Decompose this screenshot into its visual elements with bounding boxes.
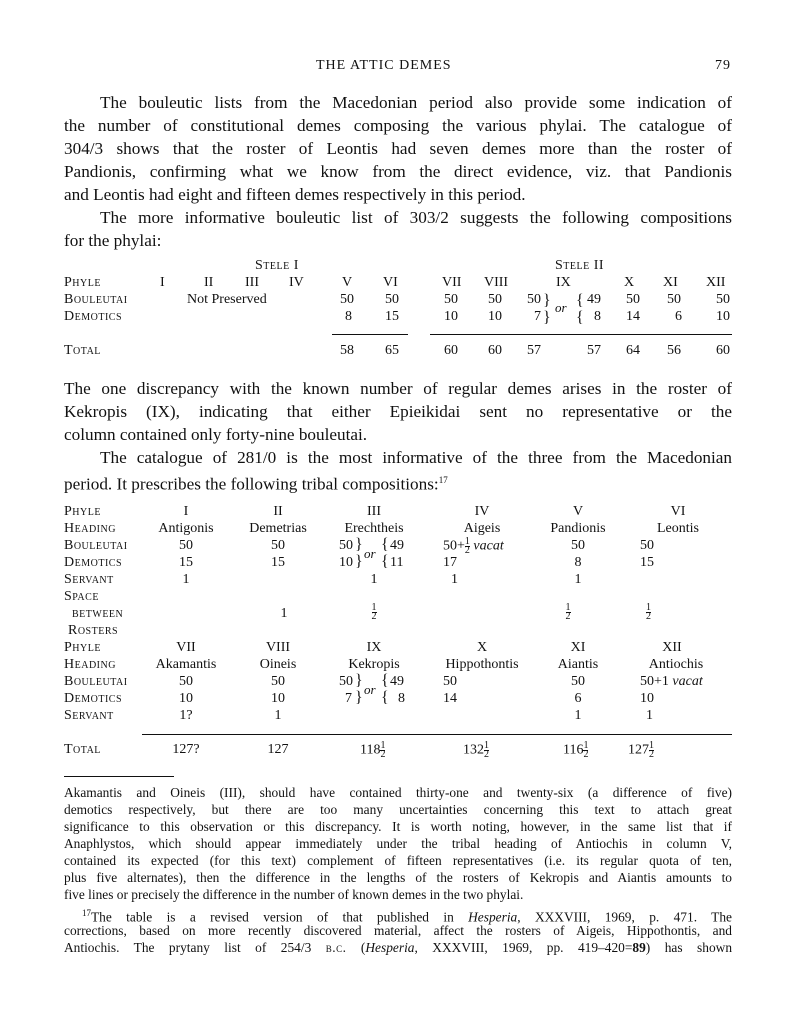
t2-label-bouleutai-2: Bouleutai xyxy=(64,674,128,689)
t2-label-total: Total xyxy=(64,742,101,757)
t1-d-VI: 15 xyxy=(385,309,399,324)
t2-d-I: 15 xyxy=(179,555,193,570)
text-span: The table is a revised version of that published in xyxy=(91,909,469,925)
t2-d-III-b: 11 xyxy=(390,555,404,570)
half-fraction xyxy=(380,742,385,759)
footnote-number: 17 xyxy=(82,908,91,918)
t2-phyle-VIII: VIII xyxy=(265,640,291,655)
half-fraction xyxy=(484,742,489,759)
text-line-body: period. It prescribes the following tribal compositions: xyxy=(64,474,439,494)
t2-phyle-II: II xyxy=(273,504,283,519)
t2-total-IV-value: 132 xyxy=(463,742,484,758)
t1-t-XI: 56 xyxy=(667,343,681,358)
brace-right-icon: } xyxy=(355,553,363,570)
t2-heading-aigeis: Aigeis xyxy=(463,521,501,536)
t2-space-V xyxy=(530,604,606,621)
t2-heading-antiochis: Antiochis xyxy=(648,657,704,672)
t2-label-servant: Servant xyxy=(64,572,114,587)
text-line: five lines or precisely the difference in the number of known demes in the two phylai. xyxy=(64,887,524,902)
journal-title: Hesperia xyxy=(365,940,415,955)
t2-heading-pandionis: Pandionis xyxy=(550,521,606,536)
t2-heading-demetrias: Demetrias xyxy=(249,521,307,536)
t2-phyle-III: III xyxy=(367,504,381,519)
t2-phyle-XII: XII xyxy=(662,640,682,655)
paragraph-2-cont xyxy=(64,229,732,252)
footnote-ref-17: 17 xyxy=(438,475,448,485)
text-line: plus five alternates), then the difference in the lengths of the rosters of Kekropis and Aiantis amounts to xyxy=(64,870,732,885)
t2-d-IV: 17 xyxy=(443,555,457,570)
t1-label-phyle: Phyle xyxy=(64,275,101,290)
half-fraction xyxy=(583,742,588,759)
t2-space-II: 1 xyxy=(280,606,288,621)
text-line: The more informative bouleutic list of 303/2 suggests the following compositions xyxy=(100,208,732,227)
t1-or: or xyxy=(555,300,567,315)
frac-den: 2 xyxy=(565,611,571,622)
t1-b-IX-a: 50 xyxy=(527,292,541,307)
brace-right-icon: } xyxy=(355,672,363,689)
t2-phyle-I: I xyxy=(183,504,189,519)
t2-b-III-a: 50 xyxy=(339,538,353,553)
frac-num: 1 xyxy=(565,602,571,613)
t2-b-VIII: 50 xyxy=(271,674,285,689)
t1-col-X: X xyxy=(624,275,635,290)
t2-heading-hippothontis: Hippothontis xyxy=(445,657,519,672)
t2-label-heading-2: Heading xyxy=(64,657,116,672)
t2-d-XI: 6 xyxy=(574,691,582,706)
t2-b-II: 50 xyxy=(271,538,285,553)
t1-rule-stele2 xyxy=(430,334,732,335)
t2-s-VII: 1? xyxy=(179,708,193,723)
t2-b-IV xyxy=(443,538,504,555)
t2-label-phyle: Phyle xyxy=(64,504,101,519)
t2-d-V: 8 xyxy=(574,555,582,570)
t2-heading-akamantis: Akamantis xyxy=(155,657,217,672)
text-line xyxy=(64,905,732,925)
t2-b-VII: 50 xyxy=(179,674,193,689)
text-line: Anaphlystos, which should appear immediately under the tribal heading of Antiochis in column V, xyxy=(64,836,732,851)
frac-num: 1 xyxy=(646,602,651,613)
t2-s-I: 1 xyxy=(182,572,190,587)
frac-num: 1 xyxy=(583,740,589,751)
t2-space-VI xyxy=(646,604,651,621)
t1-d-V: 8 xyxy=(345,309,352,324)
text-line: corrections, based on more recently discovered material, affect the rosters of Aigeis, Hippothontis, and xyxy=(64,923,732,938)
t1-t-XII: 60 xyxy=(716,343,730,358)
half-fraction xyxy=(372,604,377,621)
frac-num: 1 xyxy=(371,602,377,613)
frac-den: 2 xyxy=(646,611,651,622)
t1-t-VIII: 60 xyxy=(488,343,502,358)
t1-d-VII: 10 xyxy=(444,309,458,324)
t2-b-XII-value: 50+1 xyxy=(640,674,669,689)
t2-total-III-value: 118 xyxy=(360,742,381,758)
t1-t-VI: 65 xyxy=(385,343,399,358)
t2-d-VI: 15 xyxy=(640,555,654,570)
brace-left-icon: { xyxy=(381,689,389,706)
t2-label-space: Space xyxy=(64,589,99,604)
t2-total-III xyxy=(360,742,385,759)
text-span: ( xyxy=(346,940,366,955)
t2-b-IV-value: 50+ xyxy=(443,538,465,554)
running-header-title: THE ATTIC DEMES xyxy=(316,58,452,73)
t2-b-VI: 50 xyxy=(640,538,654,553)
t2-heading-aiantis: Aiantis xyxy=(557,657,599,672)
t2-d-X: 14 xyxy=(443,691,457,706)
t2-s-V: 1 xyxy=(574,572,582,587)
t1-b-X: 50 xyxy=(626,292,640,307)
text-line xyxy=(64,939,732,956)
frac-den: 2 xyxy=(583,749,589,760)
t2-b-I: 50 xyxy=(179,538,193,553)
text-line: and Leontis had eight and fifteen demes respectively in this period. xyxy=(64,185,526,204)
t2-b-III-b: 49 xyxy=(390,538,404,553)
text-line: Kekropis (IX), indicating that either Epieikidai sent no representative or the xyxy=(64,402,732,421)
t1-col-III: III xyxy=(245,275,259,290)
t1-t-IX-a: 57 xyxy=(527,343,541,358)
t1-label-demotics: Demotics xyxy=(64,309,123,324)
stele-1-heading: Stele I xyxy=(255,258,299,273)
paragraph-1-cont xyxy=(64,114,732,206)
text-span: b.c. xyxy=(325,940,347,955)
t2-label-demotics: Demotics xyxy=(64,555,123,570)
frac-num: 1 xyxy=(464,536,470,547)
t2-label-between: between xyxy=(72,606,124,621)
t2-total-IV xyxy=(463,742,489,759)
frac-num: 1 xyxy=(380,740,386,751)
frac-den: 2 xyxy=(649,749,654,760)
footnote-17 xyxy=(64,905,732,956)
t1-rule-stele1 xyxy=(332,334,408,335)
t1-t-IX-b: 57 xyxy=(587,343,601,358)
t2-phyle-IV: IV xyxy=(474,504,490,519)
t1-d-XI: 6 xyxy=(675,309,682,324)
t1-b-V: 50 xyxy=(340,292,354,307)
t2-phyle-X: X xyxy=(476,640,488,655)
half-fraction xyxy=(566,604,571,621)
frac-den: 2 xyxy=(484,749,489,760)
t2-b-XII xyxy=(640,674,703,690)
t2-d-II: 15 xyxy=(271,555,285,570)
text-line: The catalogue of 281/0 is the most informative of the three from the Macedonian xyxy=(100,448,732,467)
text-span: ) has shown xyxy=(645,940,733,955)
t2-or-III: or xyxy=(364,546,376,561)
t1-t-X: 64 xyxy=(626,343,640,358)
t2-heading-erechtheis: Erechtheis xyxy=(344,521,404,536)
t2-s-VIII: 1 xyxy=(274,708,282,723)
t1-d-XII: 10 xyxy=(716,309,730,324)
t2-label-bouleutai: Bouleutai xyxy=(64,538,128,553)
page-number: 79 xyxy=(715,58,731,73)
stele-2-heading: Stele II xyxy=(555,258,605,273)
brace-left-icon: { xyxy=(381,536,389,553)
t2-b-V: 50 xyxy=(571,538,585,553)
t1-col-V: V xyxy=(342,275,353,290)
t1-col-VI: VI xyxy=(383,275,398,290)
t2-label-demotics-2: Demotics xyxy=(64,691,123,706)
t2-total-rule xyxy=(142,734,732,735)
journal-title: Hesperia xyxy=(468,909,518,925)
paragraph-3 xyxy=(64,377,732,446)
text-line: the number of constitutional demes composing the various phylai. The catalogue of xyxy=(64,116,732,135)
t2-or-IX: or xyxy=(364,682,376,697)
paragraph-1 xyxy=(64,91,732,114)
text-line: Akamantis and Oineis (III), should have contained thirty-one and twenty-six (a difference of five) xyxy=(64,785,732,800)
t1-col-IX: IX xyxy=(556,275,571,290)
t2-total-V-value: 116 xyxy=(563,742,584,758)
t2-total-VI xyxy=(628,742,654,759)
t2-d-VII: 10 xyxy=(179,691,193,706)
t1-col-VIII: VIII xyxy=(484,275,509,290)
t1-col-II: II xyxy=(204,275,214,290)
brace-left-icon: { xyxy=(381,553,389,570)
t2-b-X: 50 xyxy=(443,674,457,689)
text-line: contained its expected (for this text) complement of fifteen representatives (i.e. its regular quota of ten, xyxy=(64,853,732,868)
t2-s-XI: 1 xyxy=(574,708,582,723)
t2-phyle-VI: VI xyxy=(670,504,686,519)
frac-den: 2 xyxy=(380,749,386,760)
paragraph-4 xyxy=(64,446,732,469)
t1-b-XI: 50 xyxy=(667,292,681,307)
t2-phyle-V: V xyxy=(572,504,584,519)
brace-right-icon: } xyxy=(355,536,363,553)
brace-left-icon: { xyxy=(381,672,389,689)
t1-col-XI: XI xyxy=(663,275,678,290)
t1-label-total: Total xyxy=(64,343,101,358)
t2-s-IV: 1 xyxy=(451,572,458,587)
t2-total-II: 127 xyxy=(267,742,289,757)
t2-d-III-a: 10 xyxy=(339,555,353,570)
text-span: , XXXVIII, 1969, pp. 419–420= xyxy=(414,940,633,955)
frac-den: 2 xyxy=(464,545,470,556)
t1-col-XII: XII xyxy=(706,275,726,290)
t2-phyle-IX: IX xyxy=(366,640,382,655)
frac-num: 1 xyxy=(484,740,489,751)
frac-num: 1 xyxy=(649,740,654,751)
text-line: column contained only forty-nine bouleutai. xyxy=(64,425,368,444)
t2-d-VIII: 10 xyxy=(271,691,285,706)
t2-label-rosters: Rosters xyxy=(68,623,119,638)
t1-t-VII: 60 xyxy=(444,343,458,358)
t1-b-VIII: 50 xyxy=(488,292,502,307)
text-span: , XXXVIII, 1969, p. 471. The xyxy=(517,909,732,925)
t1-b-XII: 50 xyxy=(716,292,730,307)
paragraph-2 xyxy=(64,206,732,229)
t2-phyle-VII: VII xyxy=(176,640,196,655)
t1-d-IX-b: 8 xyxy=(594,309,601,324)
t2-b-XI: 50 xyxy=(571,674,585,689)
t2-total-I: 127? xyxy=(172,742,200,757)
t2-s-XII: 1 xyxy=(646,708,653,723)
t2-label-phyle-2: Phyle xyxy=(64,640,101,655)
t2-total-VI-value: 127 xyxy=(628,742,649,758)
t2-label-heading: Heading xyxy=(64,521,116,536)
brace-left-icon: { xyxy=(576,292,584,309)
t2-d-IX-a: 7 xyxy=(345,691,352,706)
t1-t-V: 58 xyxy=(340,343,354,358)
text-line: significance to this observation or this discrepancy. It is worth noting, however, in the same list that if xyxy=(64,819,732,834)
t1-not-preserved: Not Preserved xyxy=(187,292,267,307)
text-line: The one discrepancy with the known number of regular demes arises in the roster of xyxy=(64,379,732,398)
t2-d-XII: 10 xyxy=(640,691,654,706)
text-line: demotics respectively, but there are too many uncertainties concerning this text to attach great xyxy=(64,802,732,817)
t2-b-IV-vacat: vacat xyxy=(473,538,504,554)
t2-phyle-XI: XI xyxy=(570,640,586,655)
footnote-separator xyxy=(64,776,174,777)
t1-d-VIII: 10 xyxy=(488,309,502,324)
t2-heading-kekropis: Kekropis xyxy=(348,657,400,672)
t2-b-IX-a: 50 xyxy=(339,674,353,689)
frac-den: 2 xyxy=(371,611,377,622)
brace-right-icon: } xyxy=(355,689,363,706)
t2-s-III: 1 xyxy=(370,572,378,587)
t2-b-IX-b: 49 xyxy=(390,674,404,689)
t1-label-bouleutai: Bouleutai xyxy=(64,292,128,307)
t2-heading-oineis: Oineis xyxy=(259,657,297,672)
brace-right-icon: } xyxy=(543,309,551,326)
t2-heading-antigonis: Antigonis xyxy=(158,521,214,536)
text-line: for the phylai: xyxy=(64,231,162,250)
text-span: 89 xyxy=(632,940,646,955)
t1-col-IV: IV xyxy=(289,275,304,290)
t2-label-servant-2: Servant xyxy=(64,708,114,723)
paragraph-4-cont xyxy=(64,469,732,492)
t1-d-X: 14 xyxy=(626,309,640,324)
t2-space-III xyxy=(336,604,412,621)
text-line: Pandionis, confirming what we know from the direct evidence, viz. that Pandionis xyxy=(64,162,732,181)
text-line xyxy=(64,469,732,492)
brace-right-icon: } xyxy=(543,292,551,309)
t1-b-VI: 50 xyxy=(385,292,399,307)
half-fraction xyxy=(646,604,651,621)
text-line: The bouleutic lists from the Macedonian period also provide some indication of xyxy=(100,93,732,112)
t2-b-XII-vacat: vacat xyxy=(672,674,703,689)
t2-d-IX-b: 8 xyxy=(398,691,405,706)
half-fraction xyxy=(465,538,470,555)
text-line: 304/3 shows that the roster of Leontis had seven demes more than the roster of xyxy=(64,139,732,158)
t2-total-V xyxy=(563,742,588,759)
t1-b-IX-b: 49 xyxy=(587,292,601,307)
t1-d-IX-a: 7 xyxy=(534,309,541,324)
half-fraction xyxy=(649,742,654,759)
t1-col-I: I xyxy=(160,275,165,290)
t2-heading-leontis: Leontis xyxy=(657,521,699,536)
footnote-continued xyxy=(64,784,732,903)
brace-left-icon: { xyxy=(576,309,584,326)
t1-b-VII: 50 xyxy=(444,292,458,307)
t1-col-VII: VII xyxy=(442,275,462,290)
text-span: Antiochis. The prytany list of 254/3 xyxy=(64,940,326,955)
